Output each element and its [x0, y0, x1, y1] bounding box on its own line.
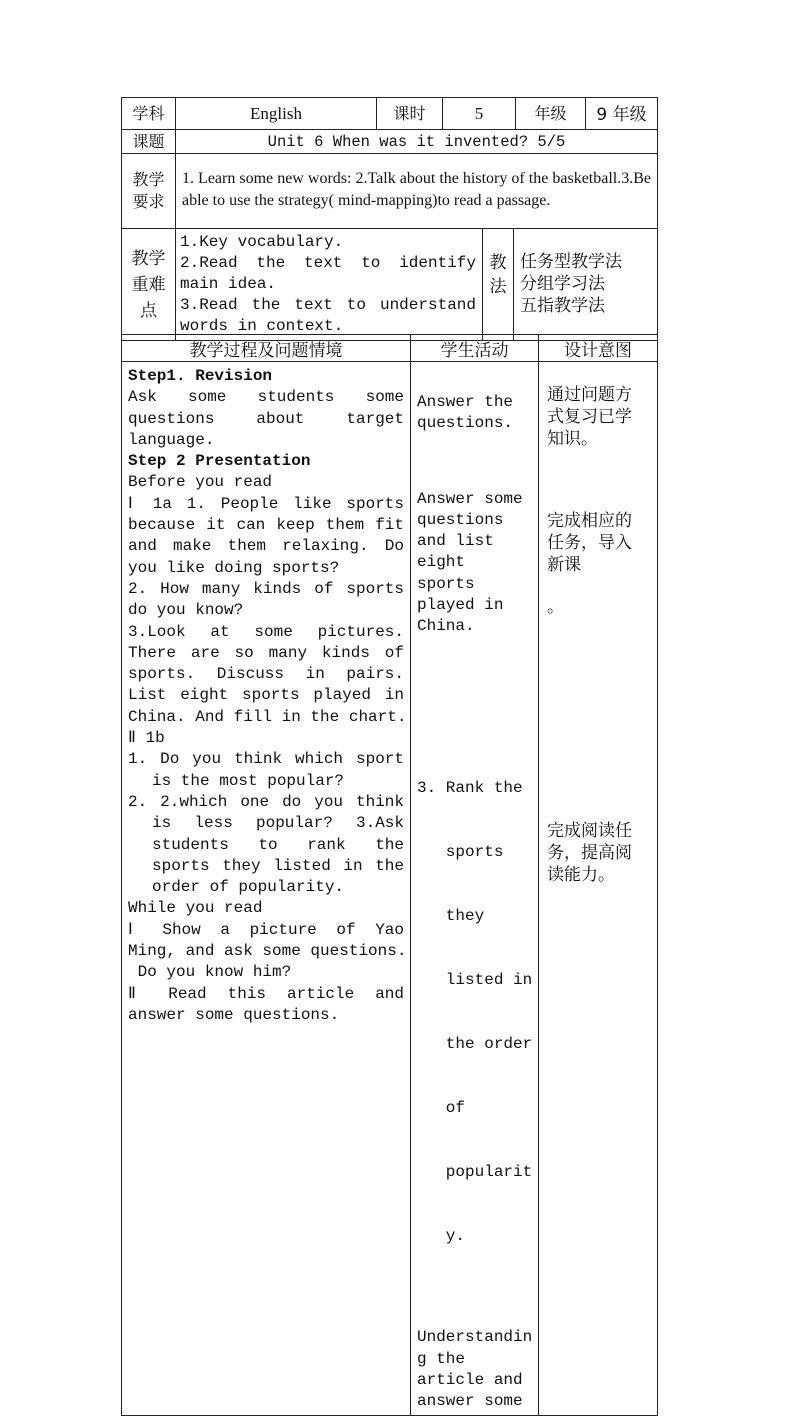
key-point-line: 2.Read the text to identify — [180, 254, 476, 272]
key-points-label-line: 重难 — [131, 274, 166, 295]
activity-line: 3. Rank the — [417, 779, 523, 798]
method-label — [483, 229, 514, 341]
intent-line: 任务，导入 — [547, 533, 632, 553]
intent-line: 式复习已学 — [547, 407, 632, 427]
activity-line: listed in — [417, 970, 533, 989]
intent-header: 设计意图 — [539, 335, 658, 362]
process-line: Do you know him? — [128, 963, 292, 982]
activity-line: questions. — [417, 414, 514, 433]
process-line: While you read — [128, 899, 263, 918]
key-point-line: main idea. — [180, 275, 277, 293]
process-line: Before you read — [128, 473, 273, 492]
intent-line: 通过问题方 — [547, 385, 632, 405]
method-label-line: 教 — [489, 253, 507, 273]
process-line: 2. How many kinds of sports — [128, 579, 404, 598]
intent-line: 务，提高阅 — [547, 843, 632, 863]
key-point-line: words in context. — [180, 317, 344, 335]
process-line: because it can keep them fit — [128, 516, 404, 535]
process-line: is less popular? 3.Ask — [152, 814, 404, 833]
topic-label: 课题 — [122, 130, 176, 154]
objectives-label-line: 教学 — [132, 170, 165, 189]
process-line: There are so many kinds of — [128, 643, 404, 662]
key-points-label-line: 教学 — [131, 248, 166, 269]
activity-line: sports — [417, 843, 504, 862]
process-line: and make them relaxing. Do — [128, 537, 404, 556]
key-points-table — [121, 228, 658, 341]
period-label: 课时 — [377, 98, 443, 130]
subject-label: 学科 — [122, 98, 176, 130]
process-line: Ask some students some — [128, 388, 404, 407]
activity-block — [417, 736, 532, 1290]
method-item: 五指教学法 — [520, 296, 605, 316]
key-point-line: 1.Key vocabulary. — [180, 233, 344, 251]
key-points-label-line: 点 — [140, 300, 157, 321]
activity-block — [417, 489, 532, 638]
process-line: language. — [128, 430, 215, 449]
student-activities — [411, 362, 539, 1416]
intent-line: 新课 — [547, 555, 581, 575]
objectives-label-line: 要求 — [132, 192, 165, 211]
grade-value: 9 年级 — [586, 98, 658, 130]
intent-line: 。 — [547, 597, 564, 617]
activity-line: China. — [417, 617, 475, 636]
intent-block — [547, 510, 649, 618]
process-line: is the most popular? — [152, 771, 345, 790]
process-line: you like doing sports? — [128, 558, 340, 577]
activity-line: Understandin — [417, 1328, 533, 1347]
topic-value: Unit 6 When was it invented? 5/5 — [176, 130, 658, 154]
method-item: 分组学习法 — [520, 274, 605, 294]
process-line: Ming, and ask some questions. — [128, 942, 407, 961]
teaching-methods — [514, 229, 658, 341]
process-content — [122, 362, 411, 1416]
activity-block — [417, 1327, 532, 1412]
activity-line: the order — [417, 1034, 533, 1053]
intent-block — [547, 820, 649, 886]
intent-line: 完成阅读任 — [547, 821, 632, 841]
process-line: order of popularity. — [152, 878, 345, 897]
process-line: Ⅰ Show a picture of Yao — [128, 920, 404, 939]
process-line: 3.Look at some pictures. — [128, 622, 404, 641]
topic-row — [122, 130, 658, 154]
process-line: Ⅰ 1a 1. People like sports — [128, 494, 404, 513]
activities-header: 学生活动 — [411, 335, 539, 362]
process-header-row — [122, 335, 658, 362]
activity-line: popularit — [417, 1162, 533, 1181]
design-intent — [539, 362, 658, 1416]
process-line: Ⅱ 1b — [128, 729, 165, 748]
activity-line: y. — [417, 1226, 466, 1245]
process-body-row — [122, 362, 658, 1416]
activity-line: questions — [417, 510, 504, 529]
process-line: students to rank the — [152, 835, 404, 854]
intent-line: 知识。 — [547, 429, 598, 449]
intent-block — [547, 384, 649, 450]
process-line: sports. Discuss in pairs. — [128, 665, 404, 684]
activity-line: and list — [417, 532, 494, 551]
process-line: China. And fill in the chart. — [128, 707, 407, 726]
activity-line: g the — [417, 1349, 466, 1368]
activity-line: eight sports — [417, 553, 475, 593]
activity-block — [417, 392, 532, 435]
period-value: 5 — [443, 98, 516, 130]
process-line: Ⅱ Read this article and — [128, 984, 404, 1003]
process-line: Step1. Revision — [128, 367, 273, 385]
process-line: answer some questions. — [128, 1005, 340, 1024]
subject-value: English — [176, 98, 377, 130]
activity-line: answer some — [417, 1392, 523, 1411]
process-header: 教学过程及问题情境 — [122, 335, 411, 362]
method-label-line: 法 — [489, 277, 507, 297]
activity-line: played in — [417, 596, 504, 615]
objectives-text: 1. Learn some new words: 2.Talk about the history of the basketball.3.Be able to use the strategy( mind-mapping)to read a passage. — [176, 154, 658, 229]
key-points-label — [122, 229, 176, 341]
process-line: Step 2 Presentation — [128, 452, 311, 471]
objectives-row — [122, 154, 658, 229]
activity-line: Answer some — [417, 489, 523, 508]
key-point-line: 3.Read the text to understand — [180, 296, 476, 314]
lesson-info-table — [121, 97, 658, 229]
key-points-row — [122, 229, 658, 341]
intent-line: 完成相应的 — [547, 511, 632, 531]
info-row — [122, 98, 658, 130]
intent-line: 读能力。 — [547, 865, 615, 885]
process-line: questions about target — [128, 409, 404, 428]
method-item: 任务型教学法 — [520, 252, 622, 272]
process-line: 1. Do you think which sport — [128, 750, 404, 769]
objectives-label — [122, 154, 176, 229]
activity-line: of — [417, 1098, 466, 1117]
process-line: do you know? — [128, 601, 244, 620]
activity-line: article and — [417, 1370, 523, 1389]
key-points-text — [176, 229, 483, 341]
activity-line: they — [417, 907, 485, 926]
process-line: List eight sports played in — [128, 686, 404, 705]
grade-label: 年级 — [516, 98, 586, 130]
process-table — [121, 334, 658, 1416]
activity-line: Answer the — [417, 393, 514, 411]
process-line: sports they listed in the — [152, 856, 404, 875]
process-line: 2. 2.which one do you think — [128, 792, 404, 811]
